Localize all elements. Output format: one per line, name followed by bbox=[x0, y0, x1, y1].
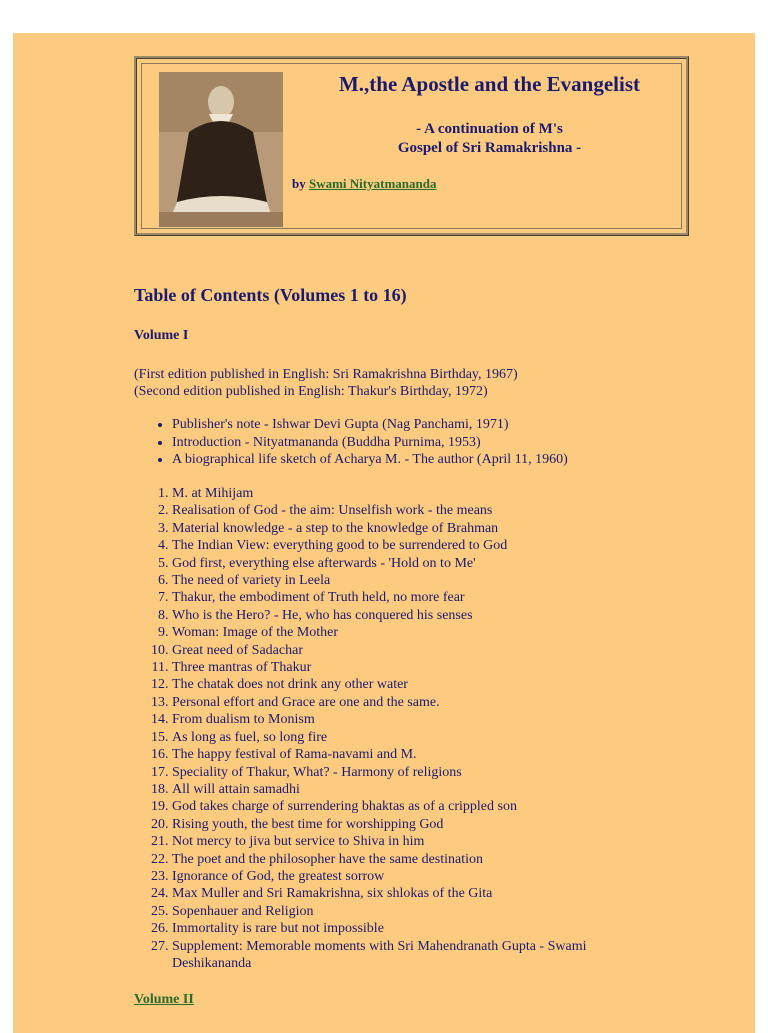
chapter-item: 5. God first, everything else afterwards - 'Hold on to Me' bbox=[172, 555, 602, 572]
by-label: by bbox=[292, 176, 306, 191]
chapter-item: 1. M. at Mihijam bbox=[172, 485, 602, 502]
toc-heading: Table of Contents (Volumes 1 to 16) bbox=[134, 285, 407, 305]
chapter-item: 27. Supplement: Memorable moments with Sri Mahendranath Gupta - Swami Deshikananda bbox=[172, 938, 602, 973]
chapter-item: 2. Realisation of God - the aim: Unselfish work - the means bbox=[172, 502, 602, 519]
volume-1-heading: Volume I bbox=[134, 328, 189, 343]
header-frame bbox=[134, 56, 689, 236]
chapter-item: 15. As long as fuel, so long fire bbox=[172, 729, 602, 746]
chapter-list bbox=[134, 485, 602, 972]
subtitle-line-2: Gospel of Sri Ramakrishna - bbox=[397, 140, 582, 156]
page-subtitle bbox=[317, 120, 662, 158]
author-link[interactable]: Swami Nityatmananda bbox=[308, 176, 437, 191]
page-background bbox=[13, 33, 755, 1033]
chapter-item: 13. Personal effort and Grace are one and the same. bbox=[172, 694, 602, 711]
list-item: • Publisher's note - Ishwar Devi Gupta (Nag Panchami, 1971) bbox=[172, 416, 568, 434]
chapter-item: 20. Rising youth, the best time for worshipping God bbox=[172, 816, 602, 833]
chapter-item: 7. Thakur, the embodiment of Truth held, no more fear bbox=[172, 589, 602, 606]
chapter-item: 12. The chatak does not drink any other water bbox=[172, 676, 602, 693]
chapter-item: 24. Max Muller and Sri Ramakrishna, six shlokas of the Gita bbox=[172, 885, 602, 902]
author-portrait-image bbox=[159, 72, 283, 227]
edition-notes bbox=[134, 366, 518, 400]
chapter-item: 25. Sopenhauer and Religion bbox=[172, 903, 602, 920]
chapter-item: 23. Ignorance of God, the greatest sorrow bbox=[172, 868, 602, 885]
chapter-item: 10. Great need of Sadachar bbox=[172, 642, 602, 659]
chapter-item: 16. The happy festival of Rama-navami and M. bbox=[172, 746, 602, 763]
subtitle-line-1: - A continuation of M's bbox=[416, 121, 563, 137]
front-matter-list bbox=[134, 416, 568, 469]
chapter-item: 8. Who is the Hero? - He, who has conquered his senses bbox=[172, 607, 602, 624]
chapter-item: 19. God takes charge of surrendering bhaktas as of a crippled son bbox=[172, 798, 602, 815]
chapter-item: 9. Woman: Image of the Mother bbox=[172, 624, 602, 641]
chapter-item: 14. From dualism to Monism bbox=[172, 711, 602, 728]
chapter-item: 22. The poet and the philosopher have the same destination bbox=[172, 851, 602, 868]
byline bbox=[292, 176, 436, 192]
chapter-item: 17. Speciality of Thakur, What? - Harmony of religions bbox=[172, 764, 602, 781]
edition-note-2: (Second edition published in English: Thakur's Birthday, 1972) bbox=[134, 384, 488, 399]
edition-note-1: (First edition published in English: Sri Ramakrishna Birthday, 1967) bbox=[134, 367, 518, 382]
volume-2-link[interactable]: Volume II bbox=[134, 992, 194, 1007]
page-title: M.,the Apostle and the Evangelist bbox=[338, 72, 640, 96]
chapter-item: 18. All will attain samadhi bbox=[172, 781, 602, 798]
chapter-item: 11. Three mantras of Thakur bbox=[172, 659, 602, 676]
chapter-item: 21. Not mercy to jiva but service to Shiva in him bbox=[172, 833, 602, 850]
chapter-item: 4. The Indian View: everything good to be surrendered to God bbox=[172, 537, 602, 554]
chapter-item: 3. Material knowledge - a step to the knowledge of Brahman bbox=[172, 520, 602, 537]
chapter-item: 26. Immortality is rare but not impossible bbox=[172, 920, 602, 937]
list-item: • A biographical life sketch of Acharya M. - The author (April 11, 1960) bbox=[172, 451, 568, 469]
chapter-item: 6. The need of variety in Leela bbox=[172, 572, 602, 589]
list-item: • Introduction - Nityatmananda (Buddha Purnima, 1953) bbox=[172, 434, 568, 452]
header-inner-border bbox=[141, 63, 682, 229]
